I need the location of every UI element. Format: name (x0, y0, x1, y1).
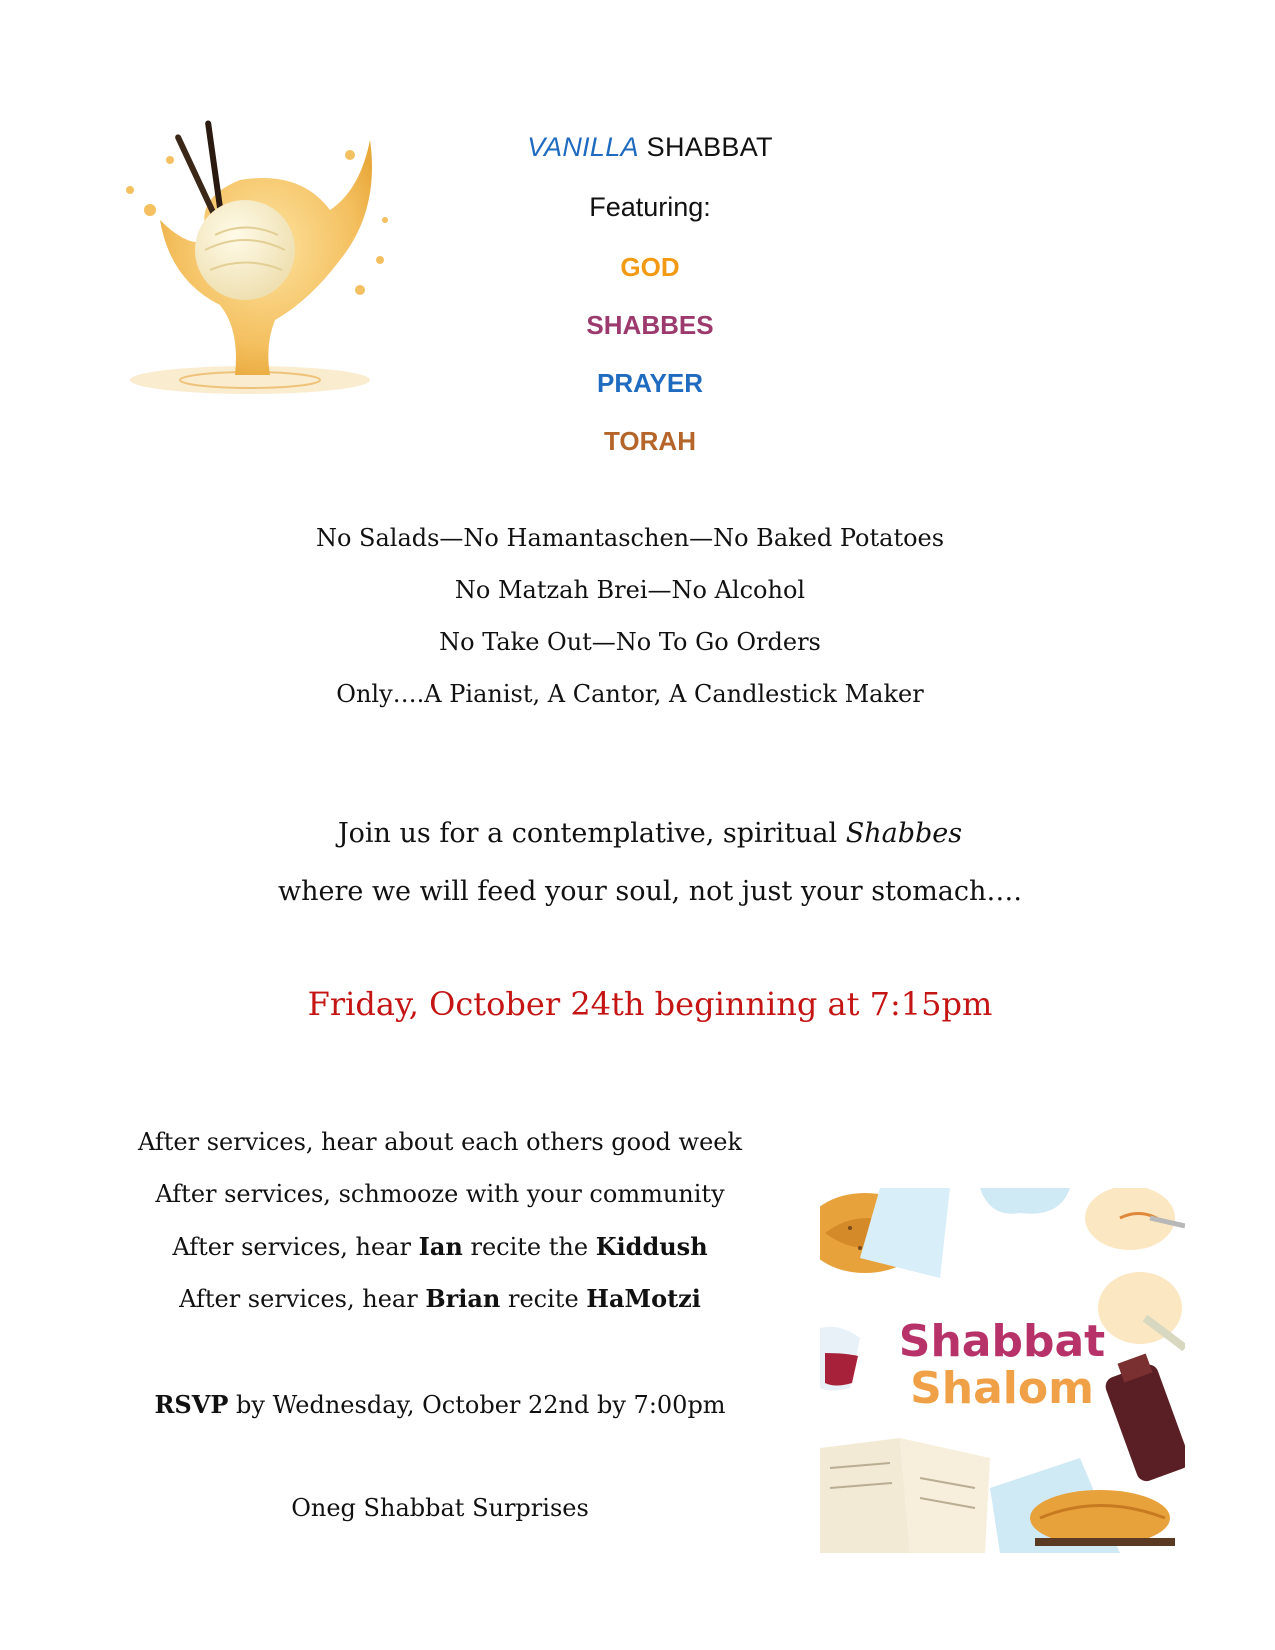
rsvp-line (120, 1390, 760, 1419)
prayer-hamotzi: HaMotzi (586, 1284, 701, 1313)
no-list-line: Only….A Pianist, A Cantor, A Candlestick Maker (336, 680, 924, 708)
oneg-line: Oneg Shabbat Surprises (291, 1494, 589, 1522)
after-text: recite the (462, 1233, 596, 1261)
rsvp-text: by Wednesday, October 22nd by 7:00pm (228, 1391, 726, 1419)
join-line-1 (180, 818, 1120, 849)
after-text: recite (500, 1285, 587, 1313)
after-text: After services, hear (172, 1233, 419, 1261)
after-line-2: After services, schmooze with your community (155, 1180, 725, 1208)
event-title (400, 132, 900, 163)
feature-god: GOD (620, 252, 680, 282)
join-line-2: where we will feed your soul, not just your stomach…. (278, 876, 1022, 907)
no-list-line: No Salads—No Hamantaschen—No Baked Potatoes (315, 524, 945, 552)
feature-shabbes: SHABBES (586, 310, 714, 340)
join-shabbes: Shabbes (845, 818, 963, 849)
card-word-shalom: Shalom (910, 1363, 1094, 1414)
after-line-4 (120, 1284, 760, 1313)
after-text: After services, hear (179, 1285, 426, 1313)
card-word-shabbat: Shabbat (898, 1316, 1106, 1367)
shabbat-shalom-illustration (820, 1188, 1185, 1553)
after-line-1: After services, hear about each others good week (137, 1128, 743, 1156)
title-vanilla: VANILLA (527, 132, 639, 162)
join-text: Join us for a contemplative, spiritual (337, 818, 846, 849)
title-shabbat: SHABBAT (646, 132, 773, 162)
rsvp-label: RSVP (154, 1390, 229, 1419)
event-date: Friday, October 24th beginning at 7:15pm (307, 985, 993, 1023)
name-ian: Ian (418, 1232, 463, 1261)
featuring-label: Featuring: (589, 192, 711, 222)
no-list-line: No Matzah Brei—No Alcohol (454, 576, 806, 604)
feature-torah: TORAH (604, 426, 696, 456)
after-line-3 (120, 1232, 760, 1261)
name-brian: Brian (425, 1284, 501, 1313)
feature-prayer: PRAYER (597, 368, 703, 398)
prayer-kiddush: Kiddush (595, 1232, 708, 1261)
vanilla-ice-cream-illustration (100, 100, 420, 420)
no-list-line: No Take Out—No To Go Orders (439, 628, 821, 656)
